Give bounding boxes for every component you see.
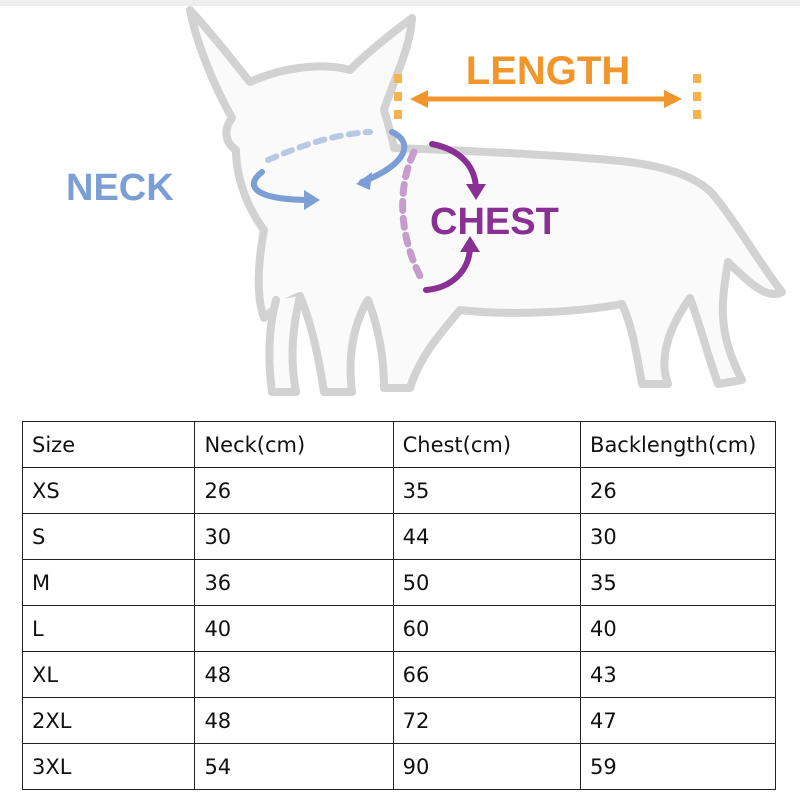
cell-chest: 50 <box>393 560 580 606</box>
cell-backlength: 30 <box>581 514 776 560</box>
cell-size: S <box>23 514 195 560</box>
table-row <box>23 514 776 560</box>
cell-backlength: 47 <box>581 698 776 744</box>
cell-chest: 90 <box>393 744 580 790</box>
table-row <box>23 560 776 606</box>
cell-size: 2XL <box>23 698 195 744</box>
cell-size: L <box>23 606 195 652</box>
cell-backlength: 35 <box>581 560 776 606</box>
header-chest: Chest(cm) <box>393 422 580 468</box>
cell-chest: 60 <box>393 606 580 652</box>
cell-size: M <box>23 560 195 606</box>
cell-backlength: 59 <box>581 744 776 790</box>
cell-neck: 54 <box>195 744 393 790</box>
table-row <box>23 606 776 652</box>
table-row <box>23 698 776 744</box>
header-size: Size <box>23 422 195 468</box>
cell-size: XS <box>23 468 195 514</box>
cell-size: 3XL <box>23 744 195 790</box>
header-backlength: Backlength(cm) <box>581 422 776 468</box>
neck-label: NECK <box>66 167 174 209</box>
cell-neck: 40 <box>195 606 393 652</box>
cell-neck: 26 <box>195 468 393 514</box>
table-row <box>23 652 776 698</box>
table-row <box>23 744 776 790</box>
cell-chest: 35 <box>393 468 580 514</box>
table-header-row <box>23 422 776 468</box>
cell-chest: 44 <box>393 514 580 560</box>
size-chart-table <box>22 421 776 790</box>
table-row <box>23 468 776 514</box>
cell-backlength: 43 <box>581 652 776 698</box>
header-neck: Neck(cm) <box>195 422 393 468</box>
chest-label: CHEST <box>430 201 559 243</box>
cell-neck: 30 <box>195 514 393 560</box>
cell-neck: 36 <box>195 560 393 606</box>
length-label: LENGTH <box>465 49 631 93</box>
cell-backlength: 26 <box>581 468 776 514</box>
cell-chest: 66 <box>393 652 580 698</box>
cell-backlength: 40 <box>581 606 776 652</box>
cell-neck: 48 <box>195 698 393 744</box>
cell-size: XL <box>23 652 195 698</box>
cell-neck: 48 <box>195 652 393 698</box>
cell-chest: 72 <box>393 698 580 744</box>
